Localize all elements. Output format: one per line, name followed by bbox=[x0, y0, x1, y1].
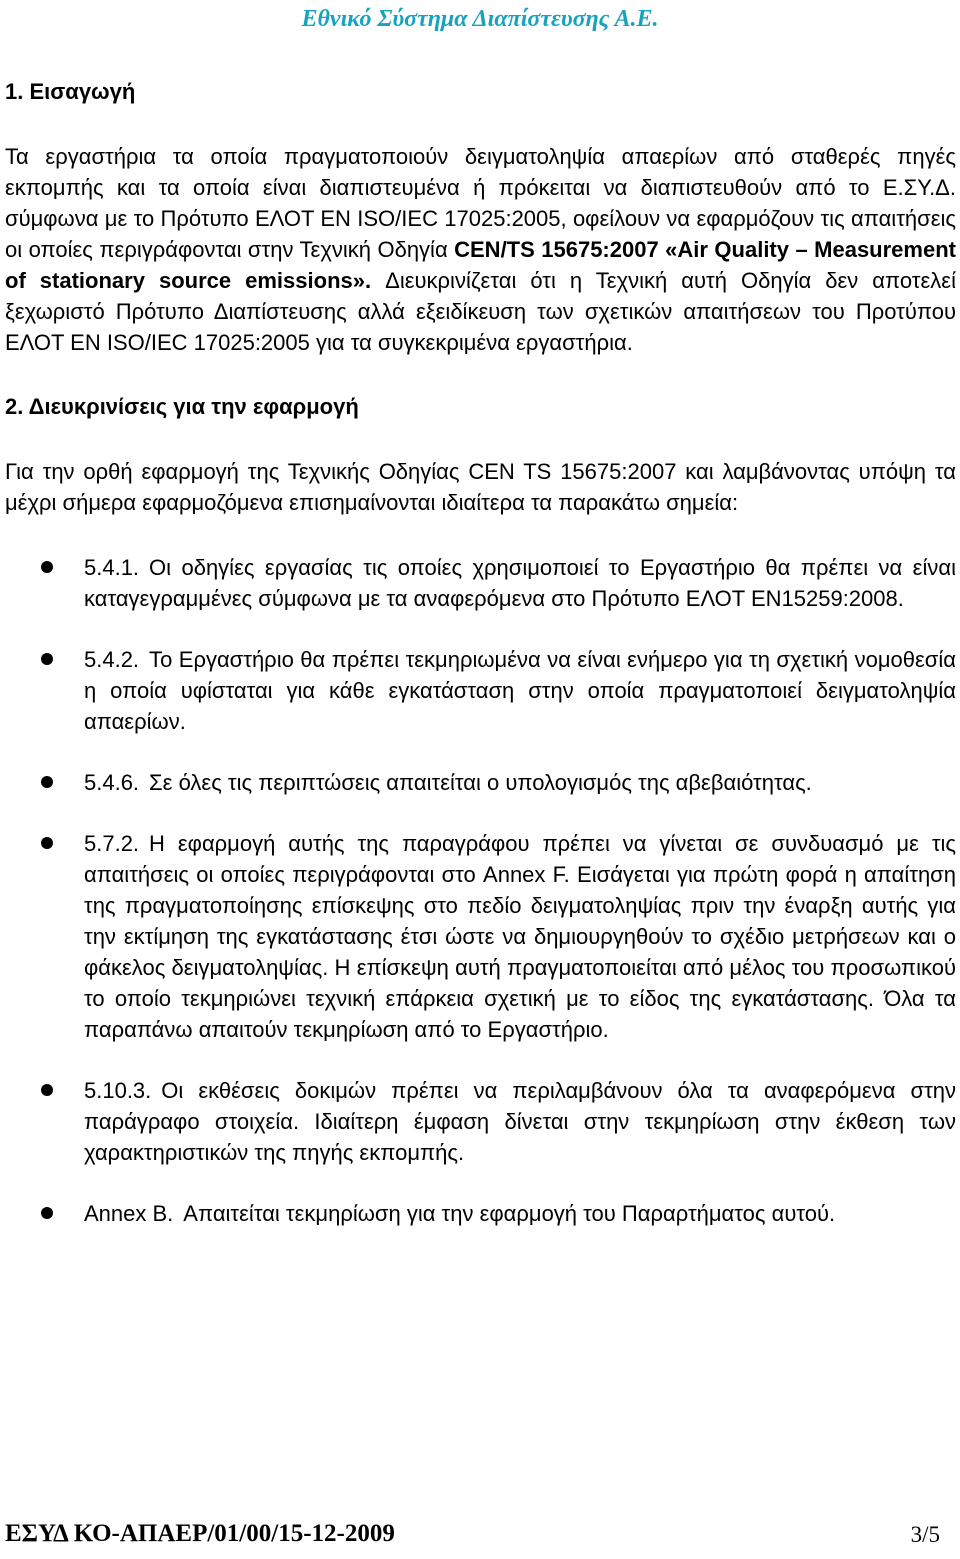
item-number: 5.10.3. bbox=[84, 1078, 152, 1103]
section1-text-part1: Τα εργαστήρια τα οποία πραγματοποιούν δειγματοληψία απαερίων από σταθερές πηγές εκπομπής και τα οποία είναι διαπιστευμένα ή πρόκειται να διαπιστευθούν από το Ε.ΣΥ.Δ. σύμφωνα με το Πρότυπο ΕΛΟΤ ΕΝ ISO/IEC 17025:2005, οφείλουν να εφαρμόζουν τις απαιτήσεις οι οποίες περιγράφονται στην Τεχνική Οδηγία bbox=[5, 144, 956, 262]
item-text: Το Εργαστήριο θα πρέπει τεκμηριωμένα να είναι ενήμερο για τη σχετική νομοθεσία η οποία υφίσταται για κάθε εγκατάσταση στην οποία πραγματοποιεί δειγματοληψία απαερίων. bbox=[84, 647, 956, 734]
section1-text-part2: Διευκρινίζεται ότι η Τεχνική αυτή Οδηγία δεν αποτελεί ξεχωριστό Πρότυπο Διαπίστευσης αλλά εξειδίκευση των σχετικών απαιτήσεων του Προτύπου ΕΛΟΤ ΕΝ ISO/IEC 17025:2005 για τα συγκεκριμένα εργαστήρια. bbox=[5, 268, 956, 355]
item-number: 5.4.6. bbox=[84, 770, 140, 795]
footer-page-number: 3/5 bbox=[910, 1522, 940, 1547]
list-item bbox=[5, 1198, 956, 1229]
section1-bold-reference: CEN/TS 15675:2007 «Air Quality – Measurement of stationary source emissions». bbox=[5, 237, 956, 293]
item-text: Οι οδηγίες εργασίας τις οποίες χρησιμοποιεί το Εργαστήριο θα πρέπει να είναι καταγεγραμμένες σύμφωνα με τα αναφερόμενα στο Πρότυπο ΕΛΟΤ ΕΝ15259:2008. bbox=[84, 555, 956, 611]
list-item bbox=[5, 767, 956, 798]
list-item bbox=[5, 644, 956, 737]
bullet-icon bbox=[41, 1207, 53, 1219]
item-text: Οι εκθέσεις δοκιμών πρέπει να περιλαμβάνουν όλα τα αναφερόμενα στην παράγραφο στοιχεία. Ιδιαίτερη έμφαση δίνεται στην τεκμηρίωση στην έκθεση των χαρακτηριστικών της πηγής εκπομπής. bbox=[84, 1078, 956, 1165]
document-body bbox=[5, 76, 956, 1259]
item-text: Σε όλες τις περιπτώσεις απαιτείται ο υπολογισμός της αβεβαιότητας. bbox=[149, 770, 812, 795]
item-text: Η εφαρμογή αυτής της παραγράφου πρέπει να γίνεται σε συνδυασμό με τις απαιτήσεις οι οποίες περιγράφονται στο Annex F. Εισάγεται για πρώτη φορά η απαίτηση της πραγματοποίησης επίσκεψης στο πεδίο δειγματοληψίας πριν την έναρξη αυτής για την εκτίμηση της εγκατάστασης έτσι ώστε να δημιουργηθούν το σχέδιο μετρήσεων και ο φάκελος δειγματοληψίας. Η επίσκεψη αυτή πραγματοποιείται από μέλος του προσωπικού το οποίο τεκμηριώνει τεχνική επάρκεια σχετική με το είδος της εγκατάστασης. Όλα τα παραπάνω απαιτούν τεκμηρίωση από το Εργαστήριο. bbox=[84, 831, 956, 1042]
section2-intro: Για την ορθή εφαρμογή της Τεχνικής Οδηγίας CEN TS 15675:2007 και λαμβάνοντας υπόψη τα μέχρι σήμερα εφαρμοζόμενα επισημαίνονται ιδιαίτερα τα παρακάτω σημεία: bbox=[5, 459, 956, 515]
bullet-icon bbox=[41, 561, 53, 573]
bullet-icon bbox=[41, 1084, 53, 1096]
item-number: 5.7.2. bbox=[84, 831, 140, 856]
list-item bbox=[5, 552, 956, 614]
item-number: 5.4.2. bbox=[84, 647, 140, 672]
item-text: Απαιτείται τεκμηρίωση για την εφαρμογή του Παραρτήματος αυτού. bbox=[183, 1201, 836, 1226]
section1-paragraph bbox=[5, 141, 956, 358]
list-item bbox=[5, 1075, 956, 1168]
item-number: 5.4.1. bbox=[84, 555, 140, 580]
bullet-icon bbox=[41, 776, 53, 788]
page-header-title: Εθνικό Σύστημα Διαπίστευσης Α.Ε. bbox=[301, 6, 659, 32]
list-item bbox=[5, 828, 956, 1045]
item-number: Annex B. bbox=[84, 1201, 174, 1226]
section2-heading: 2. Διευκρινίσεις για την εφαρμογή bbox=[5, 394, 359, 419]
bullet-icon bbox=[41, 837, 53, 849]
clarification-list bbox=[5, 552, 956, 1229]
section1-heading: 1. Εισαγωγή bbox=[5, 79, 136, 104]
footer-document-code: ΕΣΥΔ ΚΟ-ΑΠΑΕΡ/01/00/15-12-2009 bbox=[5, 1520, 395, 1547]
bullet-icon bbox=[41, 653, 53, 665]
